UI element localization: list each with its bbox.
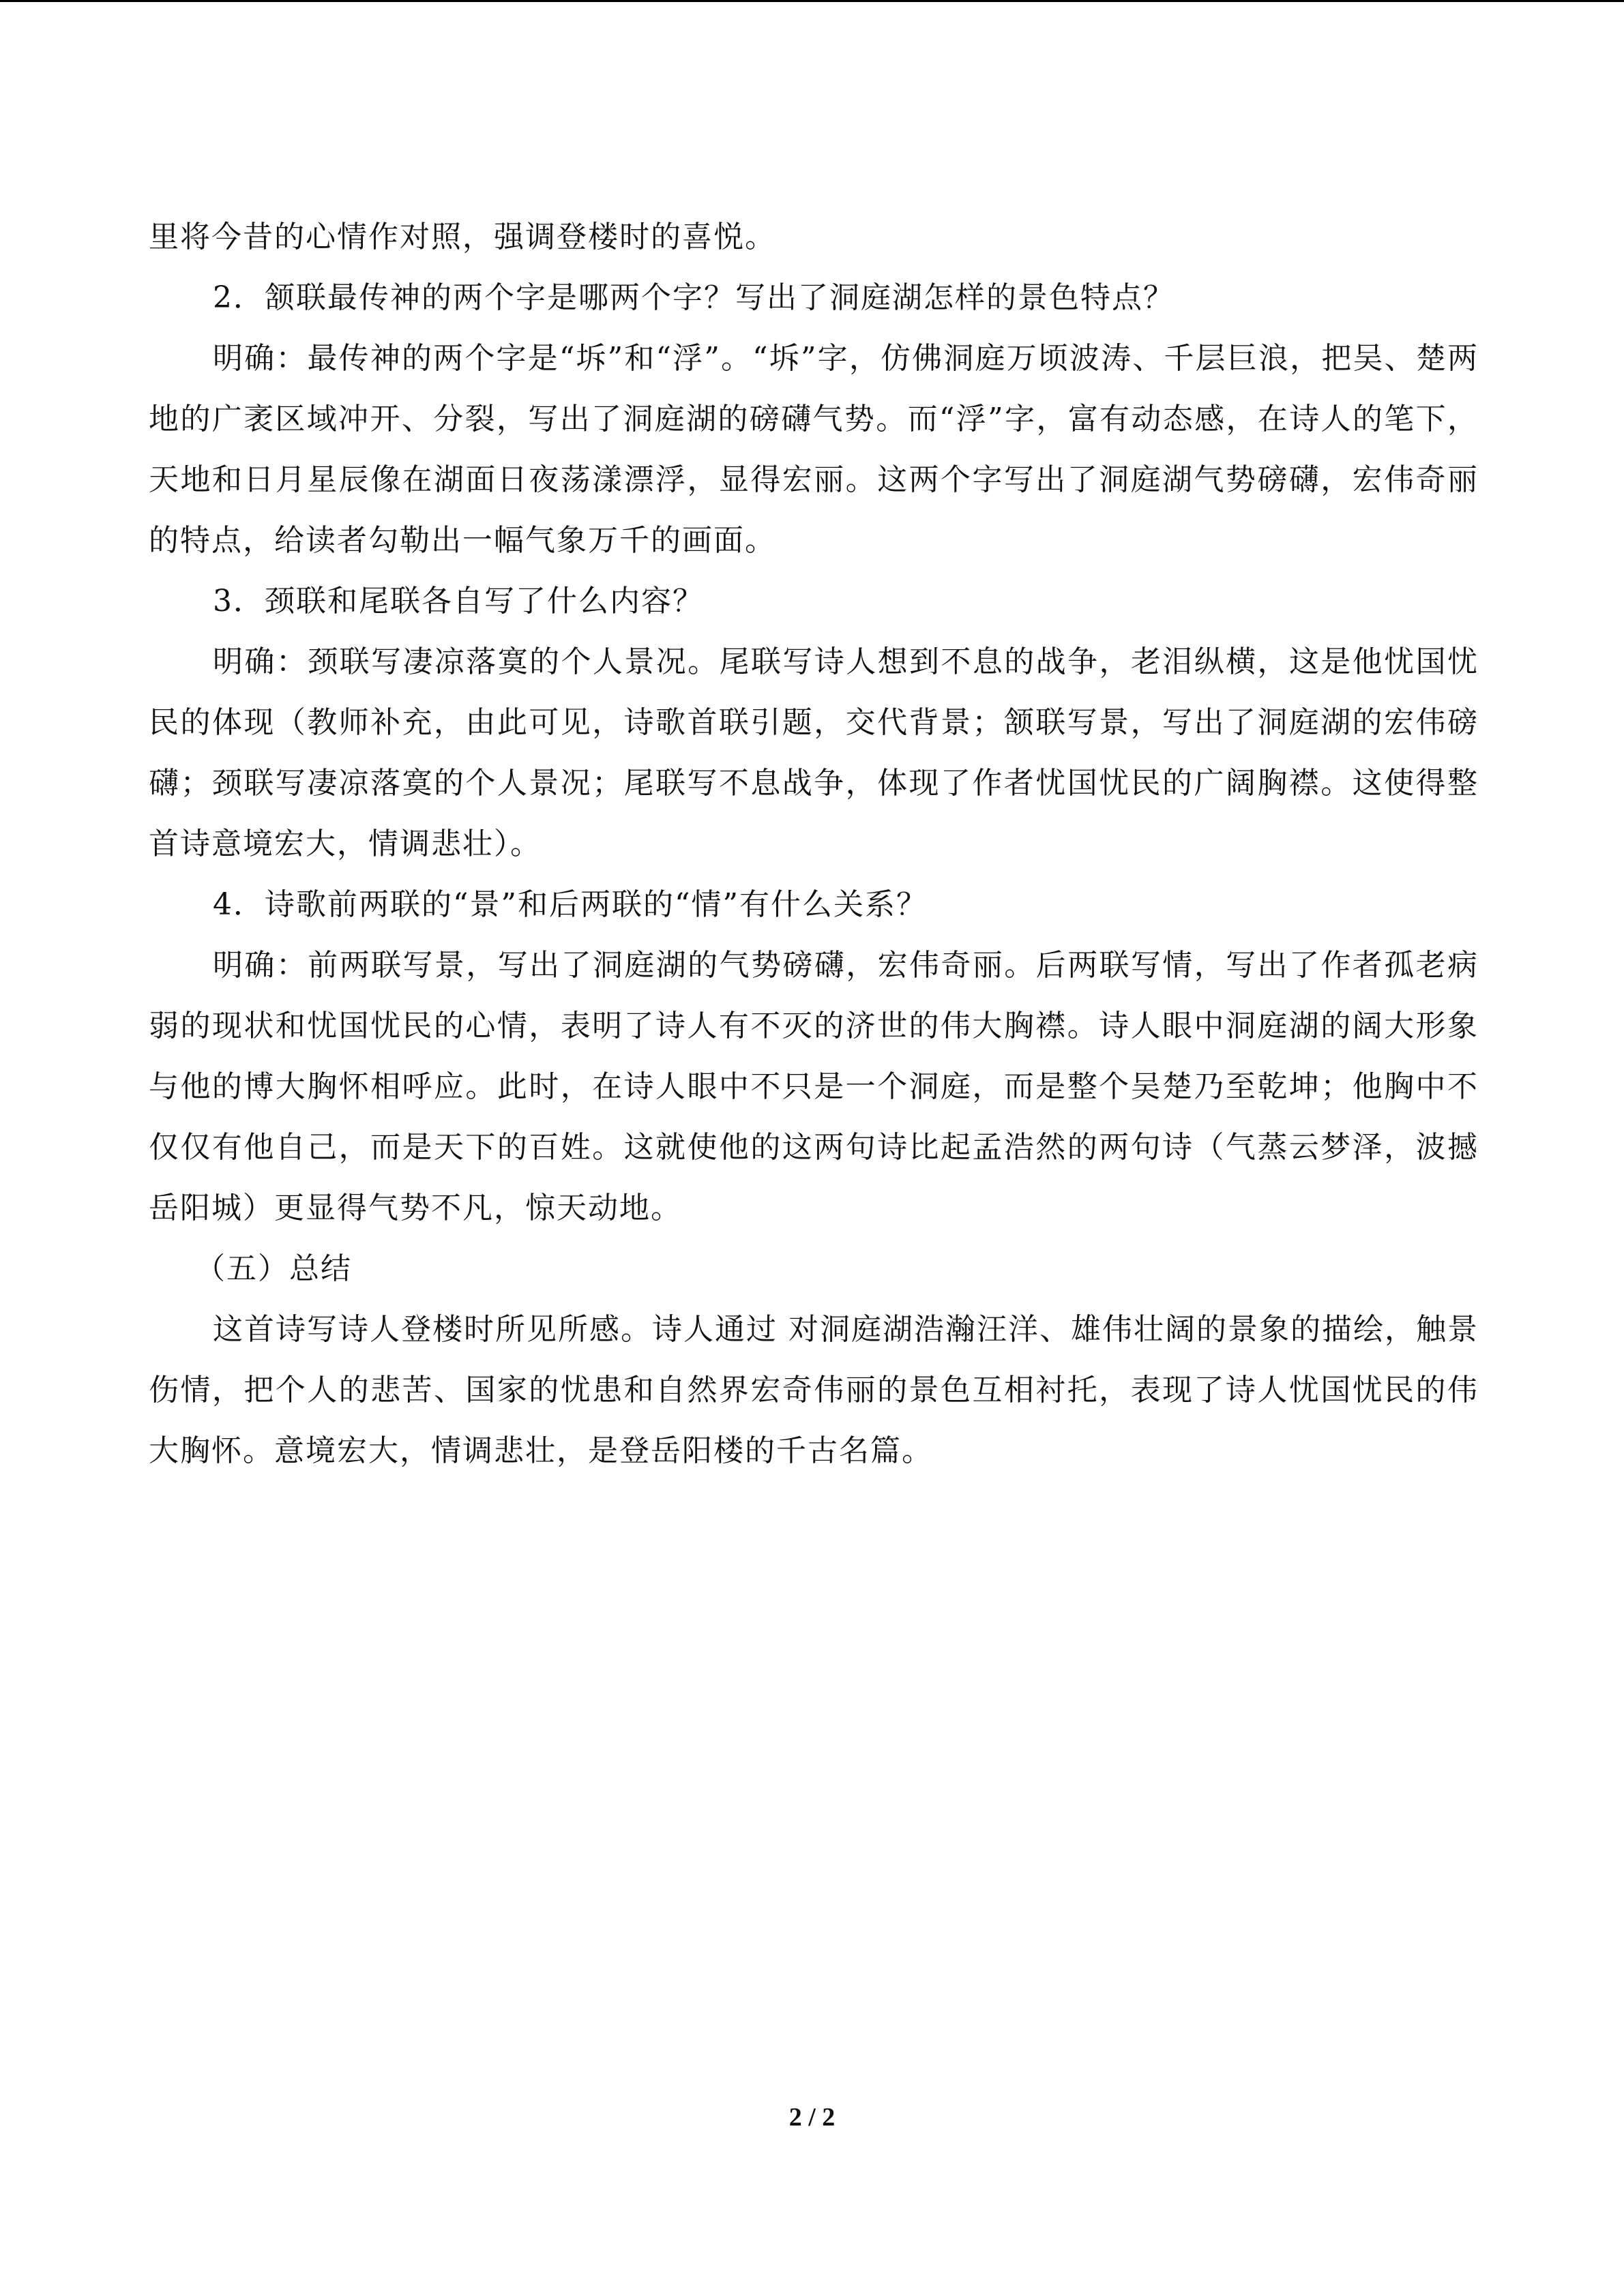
page-number: 2 / 2 — [788, 2103, 836, 2132]
question-3: 3．颈联和尾联各自写了什么内容？ — [213, 584, 704, 618]
summary-paragraph: 这首诗写诗人登楼时所见所感。诗人通过 对洞庭湖浩瀚汪洋、雄伟壮阔的景象的描绘，触景伤情，把个人的悲苦、国家的忧患和自然界宏奇伟丽的景色互相衬托，表现了诗人忧国忧民的伟大胸怀。意境宏大，情调悲壮，是登岳阳楼的千古名篇。 — [149, 1312, 1479, 1468]
question-2: 2．颔联最传神的两个字是哪两个字？写出了洞庭湖怎样的景色特点？ — [213, 280, 1175, 315]
answer-4: 明确：前两联写景，写出了洞庭湖的气势磅礴，宏伟奇丽。后两联写情，写出了作者孤老病弱的现状和忧国忧民的心情，表明了诗人有不灭的济世的伟大胸襟。诗人眼中洞庭湖的阔大形象与他的博大胸怀相呼应。此时，在诗人眼中不只是一个洞庭，而是整个吴楚乃至乾坤；他胸中不仅仅有他自己，而是天下的百姓。这就使他的这两句诗比起孟浩然的两句诗（气蒸云梦泽，波撼岳阳城）更显得气势不凡，惊天动地。 — [149, 948, 1479, 1225]
answer-2: 明确：最传神的两个字是“坼”和“浮”。“坼”字，仿佛洞庭万顷波涛、千层巨浪，把吴、楚两地的广袤区域冲开、分裂，写出了洞庭湖的磅礴气势。而“浮”字，富有动态感，在诗人的笔下，天地和日月星辰像在湖面日夜荡漾漂浮，显得宏丽。这两个字写出了洞庭湖气势磅礴，宏伟奇丽的特点，给读者勾勒出一幅气象万千的画面。 — [149, 341, 1479, 558]
paragraph-continuation: 里将今昔的心情作对照，强调登楼时的喜悦。 — [149, 220, 776, 254]
document-body — [149, 207, 1479, 1481]
answer-3: 明确：颈联写凄凉落寞的个人景况。尾联写诗人想到不息的战争，老泪纵横，这是他忧国忧民的体现（教师补充，由此可见，诗歌首联引题，交代背景；颔联写景，写出了洞庭湖的宏伟磅礴；颈联写凄凉落寞的个人景况；尾联写不息战争，体现了作者忧国忧民的广阔胸襟。这使得整首诗意境宏大，情调悲壮）。 — [149, 644, 1479, 861]
question-4: 4．诗歌前两联的“景”和后两联的“情”有什么关系？ — [213, 887, 928, 922]
section-heading-summary: （五）总结 — [195, 1251, 352, 1286]
